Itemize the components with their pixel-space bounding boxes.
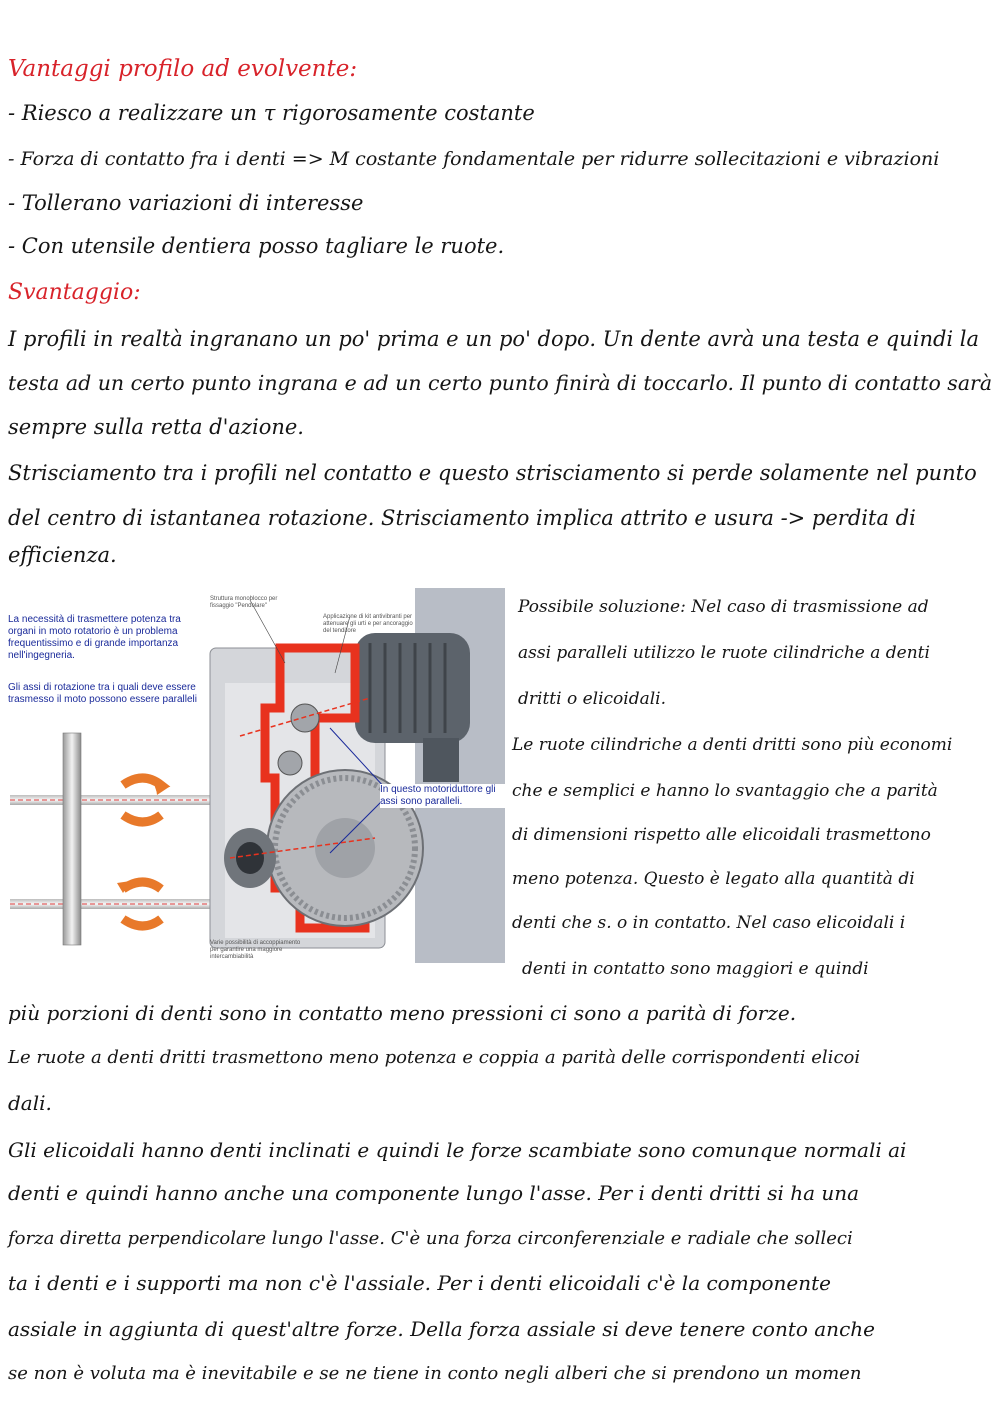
advantage-item: - Riesco a realizzare un τ rigorosamente costante [8, 101, 535, 125]
side-text-line: Le ruote cilindriche a denti dritti sono più economi [512, 735, 953, 755]
side-text-line: che e semplici e hanno lo svantaggio che a parità [512, 781, 938, 801]
side-text-line: di dimensioni rispetto alle elicoidali trasmettono [512, 825, 931, 845]
figure-callout-parallel-axes: In questo motoriduttore gli assi sono paralleli. [380, 784, 505, 808]
paragraph-line: testa ad un certo punto ingrana e ad un certo punto finirà di toccarlo. Il punto di contatto sarà [8, 371, 993, 395]
figure-caption-1: La necessità di trasmettere potenza tra organi in moto rotatorio è un problema frequentissimo e di grande importanza nell'ingegneria. [8, 614, 181, 661]
paragraph-line: I profili in realtà ingranano un po' prima e un po' dopo. Un dente avrà una testa e quindi la [8, 327, 980, 351]
side-text-line: meno potenza. Questo è legato alla quantità di [512, 869, 915, 889]
paragraph-line: Le ruote a denti dritti trasmettono meno potenza e coppia a parità delle corrispondenti elicoi [8, 1047, 861, 1068]
paragraph-line: ta i denti e i supporti ma non c'è l'assiale. Per i denti elicoidali c'è la componente [8, 1271, 831, 1295]
figure-caption-2: Gli assi di rotazione tra i quali deve essere trasmesso il moto possono essere paralleli [8, 682, 197, 705]
paragraph-line: sempre sulla retta d'azione. [8, 415, 304, 439]
side-text-line: denti che s. o in contatto. Nel caso elicoidali i [512, 913, 906, 933]
advantage-item: - Forza di contatto fra i denti => M costante fondamentale per ridurre sollecitazioni e vibrazioni [8, 148, 940, 170]
side-text-line: denti in contatto sono maggiori e quindi [522, 959, 869, 979]
figure-label-coupling: Varie possibilità di accoppiamento per garantire una maggiore intercambiabilità [210, 940, 301, 960]
paragraph-line: del centro di istantanea rotazione. Strisciamento implica attrito e usura -> perdita di [8, 506, 916, 530]
paragraph-line: Strisciamento tra i profili nel contatto e questo strisciamento si perde solamente nel punto [8, 461, 977, 485]
parallel-shafts-diagram [5, 723, 210, 963]
side-text-line: Possibile soluzione: Nel caso di trasmissione ad [518, 597, 929, 617]
gearmotor-figure [5, 588, 505, 963]
paragraph-line: denti e quindi hanno anche una componente lungo l'asse. Per i denti dritti si ha una [8, 1181, 860, 1205]
paragraph-line: efficienza. [8, 543, 117, 567]
advantage-item: - Con utensile dentiera posso tagliare le ruote. [8, 234, 505, 258]
paragraph-line: dali. [8, 1091, 52, 1115]
notes-title: Vantaggi profilo ad evolvente: [8, 56, 358, 82]
side-text-line: assi paralleli utilizzo le ruote cilindriche a denti [518, 643, 930, 663]
paragraph-line: se non è voluta ma è inevitabile e se ne tiene in conto negli alberi che si prendono un momen [8, 1363, 862, 1384]
advantage-item: - Tollerano variazioni di interesse [8, 191, 364, 215]
gearmotor-cutaway-illustration [205, 588, 505, 963]
paragraph-line: forza diretta perpendicolare lungo l'asse. C'è una forza circonferenziale e radiale che solleci [8, 1228, 853, 1249]
paragraph-line: assiale in aggiunta di quest'altre forze. Della forza assiale si deve tenere conto anche [8, 1317, 875, 1341]
figure-label-vibration-kit: Applicazione di kit antivibranti per attenuare gli urti e per ancoraggio del tenditore [323, 614, 413, 634]
disadvantage-title: Svantaggio: [8, 280, 141, 305]
paragraph-line: più porzioni di denti sono in contatto meno pressioni ci sono a parità di forze. [8, 1001, 797, 1025]
side-text-line: dritti o elicoidali. [518, 689, 667, 709]
figure-label-structure: Struttura monoblocco per fissaggio "Pendolare" [210, 596, 278, 609]
paragraph-line: Gli elicoidali hanno denti inclinati e quindi le forze scambiate sono comunque normali ai [8, 1138, 907, 1162]
